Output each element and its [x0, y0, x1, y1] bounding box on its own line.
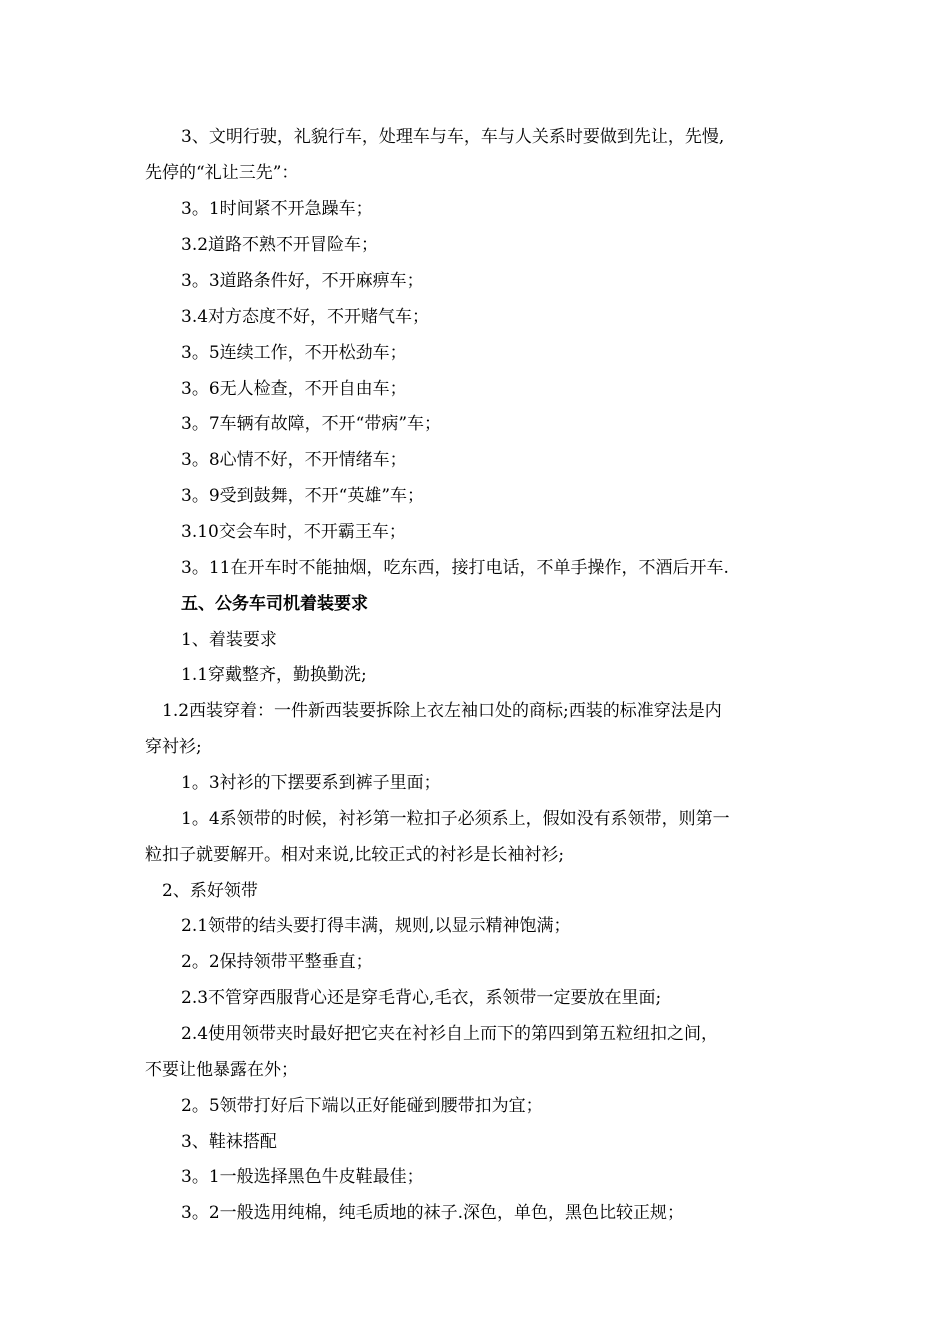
- paragraph-line: 不要让他暴露在外；: [145, 1060, 298, 1080]
- list-item: 3.2道路不熟不开冒险车；: [181, 235, 379, 255]
- paragraph-line: 3、文明行驶，礼貌行车，处理车与车，车与人关系时要做到先让，先慢,: [181, 127, 725, 147]
- list-item: 3。6无人检查，不开自由车；: [181, 379, 407, 399]
- list-item: 1.1穿戴整齐，勤换勤洗;: [181, 665, 367, 685]
- list-item: 1。3衬衫的下摆要系到裤子里面；: [181, 773, 441, 793]
- list-item: 2。5领带打好后下端以正好能碰到腰带扣为宜；: [181, 1096, 543, 1116]
- list-item: 3。9受到鼓舞，不开“英雄”车；: [181, 486, 425, 506]
- subsection-heading: 2、系好领带: [162, 881, 258, 901]
- list-item: 2.3不管穿西服背心还是穿毛背心,毛衣，系领带一定要放在里面;: [181, 988, 662, 1008]
- list-item: 1。4系领带的时候，衬衫第一粒扣子必须系上，假如没有系领带，则第一: [181, 809, 730, 829]
- list-item: 3。1时间紧不开急躁车；: [181, 199, 373, 219]
- list-item: 3.4对方态度不好，不开赌气车；: [181, 307, 430, 327]
- list-item: 2.1领带的结头要打得丰满，规则,以显示精神饱满；: [181, 916, 571, 936]
- paragraph-line: 粒扣子就要解开。相对来说,比较正式的衬衫是长袖衬衫;: [145, 845, 565, 865]
- subsection-heading: 1、着装要求: [181, 630, 277, 650]
- list-item: 2。2保持领带平整垂直；: [181, 952, 373, 972]
- list-item: 2.4使用领带夹时最好把它夹在衬衫自上而下的第四到第五粒纽扣之间，: [181, 1024, 719, 1044]
- list-item: 3.10交会车时，不开霸王车；: [181, 522, 406, 542]
- paragraph-line: 穿衬衫;: [145, 737, 202, 757]
- paragraph-line: 先停的“礼让三先”：: [145, 163, 299, 183]
- list-item: 3。1一般选择黑色牛皮鞋最佳；: [181, 1167, 424, 1187]
- list-item: 3。8心情不好，不开情绪车；: [181, 450, 407, 470]
- subsection-heading: 3、鞋袜搭配: [181, 1132, 277, 1152]
- section-heading: 五、公务车司机着装要求: [181, 594, 368, 614]
- list-item: 3。7车辆有故障，不开“带病”车；: [181, 414, 442, 434]
- list-item: 1.2西装穿着：一件新西装要拆除上衣左袖口处的商标;西装的标准穿法是内: [162, 701, 722, 721]
- list-item: 3。2一般选用纯棉，纯毛质地的袜子.深色，单色，黑色比较正规；: [181, 1203, 685, 1223]
- list-item: 3。5连续工作，不开松劲车；: [181, 343, 407, 363]
- list-item: 3。3道路条件好，不开麻痹车；: [181, 271, 424, 291]
- list-item: 3。11在开车时不能抽烟，吃东西，接打电话，不单手操作，不酒后开车.: [181, 558, 729, 578]
